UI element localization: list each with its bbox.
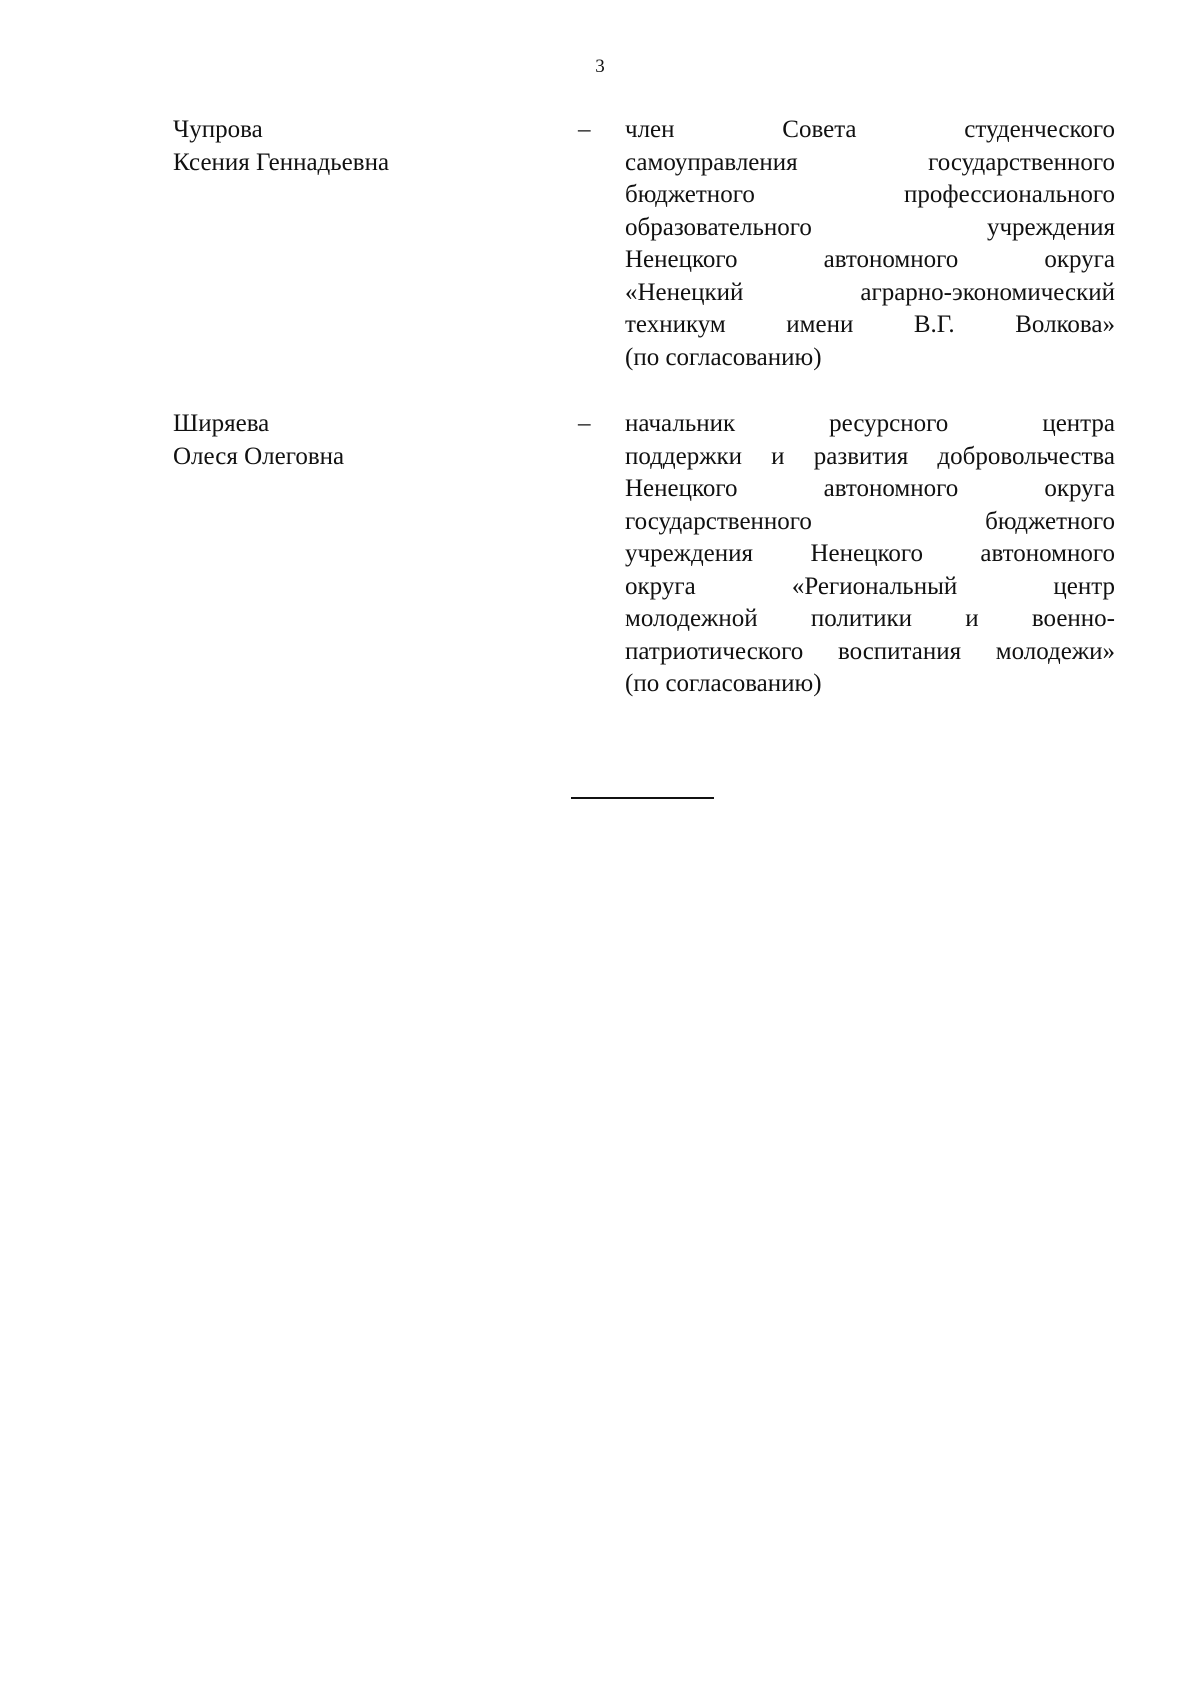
position-line: образовательного учреждения [625, 213, 1115, 241]
position-line: техникум имени В.Г. Волкова» [625, 311, 1115, 338]
member-surname: Чупрова [173, 116, 263, 143]
position-line: молодежной политики и военно- [625, 605, 1115, 632]
position-line: бюджетного профессионального [625, 181, 1115, 208]
position-line: (по согласованию) [625, 343, 822, 371]
position-line: патриотического воспитания молодежи» [625, 637, 1115, 665]
position-line: член Совета студенческого [625, 116, 1115, 143]
position-line: (по согласованию) [625, 670, 822, 697]
member-position [625, 408, 1115, 701]
position-line: Ненецкого автономного округа [625, 246, 1115, 273]
position-line: округа «Региональный центр [625, 572, 1115, 600]
position-line: самоуправления государственного [625, 148, 1115, 176]
position-line: поддержки и развития добровольчества [625, 442, 1115, 470]
position-line: «Ненецкий аграрно-экономический [625, 278, 1115, 306]
member-given-names: Олеся Олеговна [173, 442, 345, 470]
position-line: начальник ресурсного центра [625, 410, 1115, 437]
dash-separator: – [578, 116, 591, 143]
position-line: Ненецкого автономного округа [625, 475, 1115, 502]
member-surname: Ширяева [173, 410, 270, 437]
member-position [625, 114, 1115, 374]
position-line: учреждения Ненецкого автономного [625, 540, 1115, 567]
member-name [173, 114, 573, 179]
end-of-list-rule [571, 797, 714, 799]
page-number: 3 [595, 56, 605, 77]
dash-separator: – [578, 410, 591, 437]
member-name [173, 408, 573, 473]
member-given-names: Ксения Геннадьевна [173, 148, 390, 176]
position-line: государственного бюджетного [625, 507, 1115, 535]
